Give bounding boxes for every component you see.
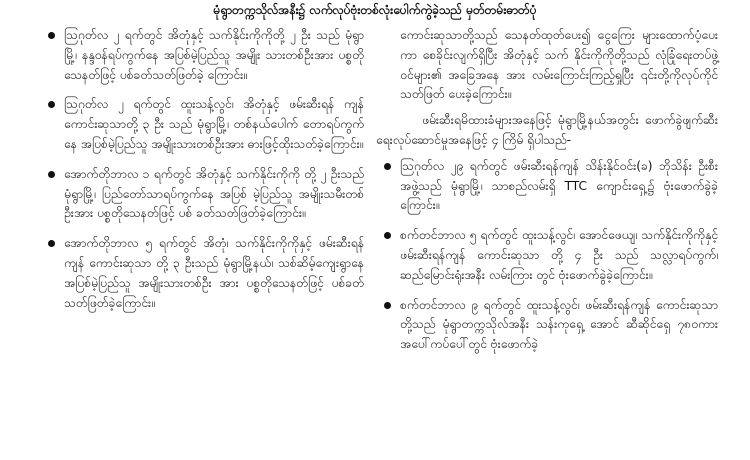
bullet-icon bbox=[384, 302, 391, 309]
list-item-text: ဩဂုတ်လ ၂ ရက်တွင် အိတုံနှင့် သက်နိုင်းကိုကိုတို့ ၂ ဦး သည် မုံရွာမြို့၊ နန္ဒဝန်ရပ်ကွက်နေ အပြစ်မဲ့ပြည်သူ အမျိုး သားတစ်ဦးအား ပစ္စတိုသေနတ်ဖြင့် ပစ်ခတ်သတ်ဖြတ်ခဲ့ ကြောင်း။ bbox=[64, 28, 364, 82]
left-column bbox=[0, 26, 364, 323]
list-item-text: စက်တင်ဘာလ ၉ ရက်တွင် ထူးသန့်လွင်၊ ဖမ်းဆီးရန်ကျန် ကောင်းဆုသာတို့သည် မုံရွာတက္ကသိုလ်အနီး သန်းကုရှေ့ အောင် ဆီဆိုင်ရှေ ၇၈ဝကားအပေါ်ကပ်ပေါ်တွင် ဗုံးဖောက်ခဲ့ bbox=[400, 297, 718, 352]
bullet-icon bbox=[384, 232, 391, 239]
list-item bbox=[376, 226, 718, 285]
bullet-icon bbox=[48, 240, 55, 247]
list-item bbox=[0, 26, 364, 85]
list-item bbox=[376, 157, 718, 216]
bullet-icon bbox=[48, 32, 55, 39]
list-item-text: ဩဂုတ်လ ၂ ရက်တွင် ထူးသန့်လွင်၊ အိတုံနှင့် ဖမ်းဆီးရန် ကျန် ကောင်းဆုသာတို့ ၃ ဦး သည် မုံရွာမြို့၊ တစ်နယ်ပေါက် တောရပ်ကွက်နေ အပြစ်မဲ့ပြည်သူ အမျိုးသားတစ်ဦးအား ဓားဖြင့်ထိုးသတ်ခဲ့ကြောင်း။ bbox=[64, 97, 364, 151]
list-item-text: အောက်တိုဘာလ ၅ ရက်တွင် အိတုံ၊ သက်နိုင်းကိုကိုနှင့် ဖမ်းဆီးရန်ကျန် ကောင်းဆုသာ တို့ ၃ ဦးသည် မုံရွာမြို့နယ်၊ သစ်ဆိမ့်ကျေးရွာနေ အပြစ်မဲ့ပြည်သူ အမျိုးသားတစ်ဦး အား ပစ္စတိုသေနတ်ဖြင့် ပစ်ခတ်သတ်ဖြတ်ခဲ့ကြောင်း။ bbox=[64, 236, 364, 310]
list-item-text: စက်တင်ဘာလ ၅ ရက်တွင် ထူးသန့်လွင်၊ အောင်ဖေယျ၊ သက်နိုင်းကိုကိုနှင့် ဖမ်းဆီးရန်ကျန် ကောင်းဆုသာ တို့ ၄ ဦး သည် သလ္လာရပ်ကွက်၊ ဆည်မြောင်းရုံးအနီး လမ်းကြား တွင် ဗုံးဖောက်ခွဲခဲ့ကြောင်း။ bbox=[400, 228, 718, 282]
right-column bbox=[376, 26, 718, 365]
intro-paragraph: ဖမ်းဆီးရမိထားခံများအနေဖြင့် မုံရွာမြို့နယ်အတွင်း ဖောက်ခွဲဖျက်ဆီးရေးလုပ်ဆောင်မှုအနေဖြင့် ၄ ကြိမ် ရှိပါသည်- bbox=[376, 113, 718, 147]
bullet-icon bbox=[48, 101, 55, 108]
bullet-icon bbox=[48, 171, 55, 178]
bullet-icon bbox=[384, 163, 391, 170]
list-item-text: ဩဂုတ်လ ၂၉ ရက်တွင် ဖမ်းဆီးရန်ကျန် သိန်းနိုင်ဝင်း(ခ) ဘိုသိန်း ဦးစီးအဖွဲ့သည် မုံရွာမြို့၊ သာစည်လမ်းရှိ TTC ကျောင်းရှေ့၌ ဗုံးဖောက်ခွဲခဲ့ကြောင်း။ bbox=[400, 158, 718, 213]
list-item bbox=[0, 234, 364, 313]
continuation-paragraph: ကောင်းဆုသာတို့သည် သေနတ်ထုတ်ပေး၍ ငွေကြေး များထောက်ပံ့ပေးကာ စေခိုင်းလျက်ရှိပြီး အိတုံနှင့် သက် နိုင်းကိုကိုတို့သည် လုံခြုံရေးတပ်ဖွဲ့ဝင်များ၏ အခြေအနေ အား လမ်းကြောင်းကြည့်ရှုပြီး ၎င်းတို့ကိုလုပ်ကိုင်သတ်ဖြတ် ပေးခဲ့ကြောင်း။ bbox=[400, 28, 718, 102]
list-item bbox=[0, 95, 364, 154]
list-item bbox=[376, 296, 718, 355]
page-title: မုံရွာတက္ကသိုလ်အနီး၌ လက်လုပ်ဗုံးတစ်လုံးပေါက်ကွဲခဲ့သည် မှတ်တမ်းဓာတ်ပုံ bbox=[213, 3, 537, 17]
list-item-text: အောက်တိုဘာလ ၁ ရက်တွင် အိတုံနှင့် သက်နိုင်းကိုကို တို့ ၂ ဦးသည် မုံရွာမြို့၊ ပြည်တော်သာရပ်ကွက်နေ အပြစ် မဲ့ပြည်သူ အမျိုးသမီးတစ်ဦးအား ပစ္စတိုသေနတ်ဖြင့် ပစ် ခတ်သတ်ဖြတ်ခဲ့ကြောင်း။ bbox=[64, 166, 364, 221]
list-item bbox=[0, 165, 364, 224]
